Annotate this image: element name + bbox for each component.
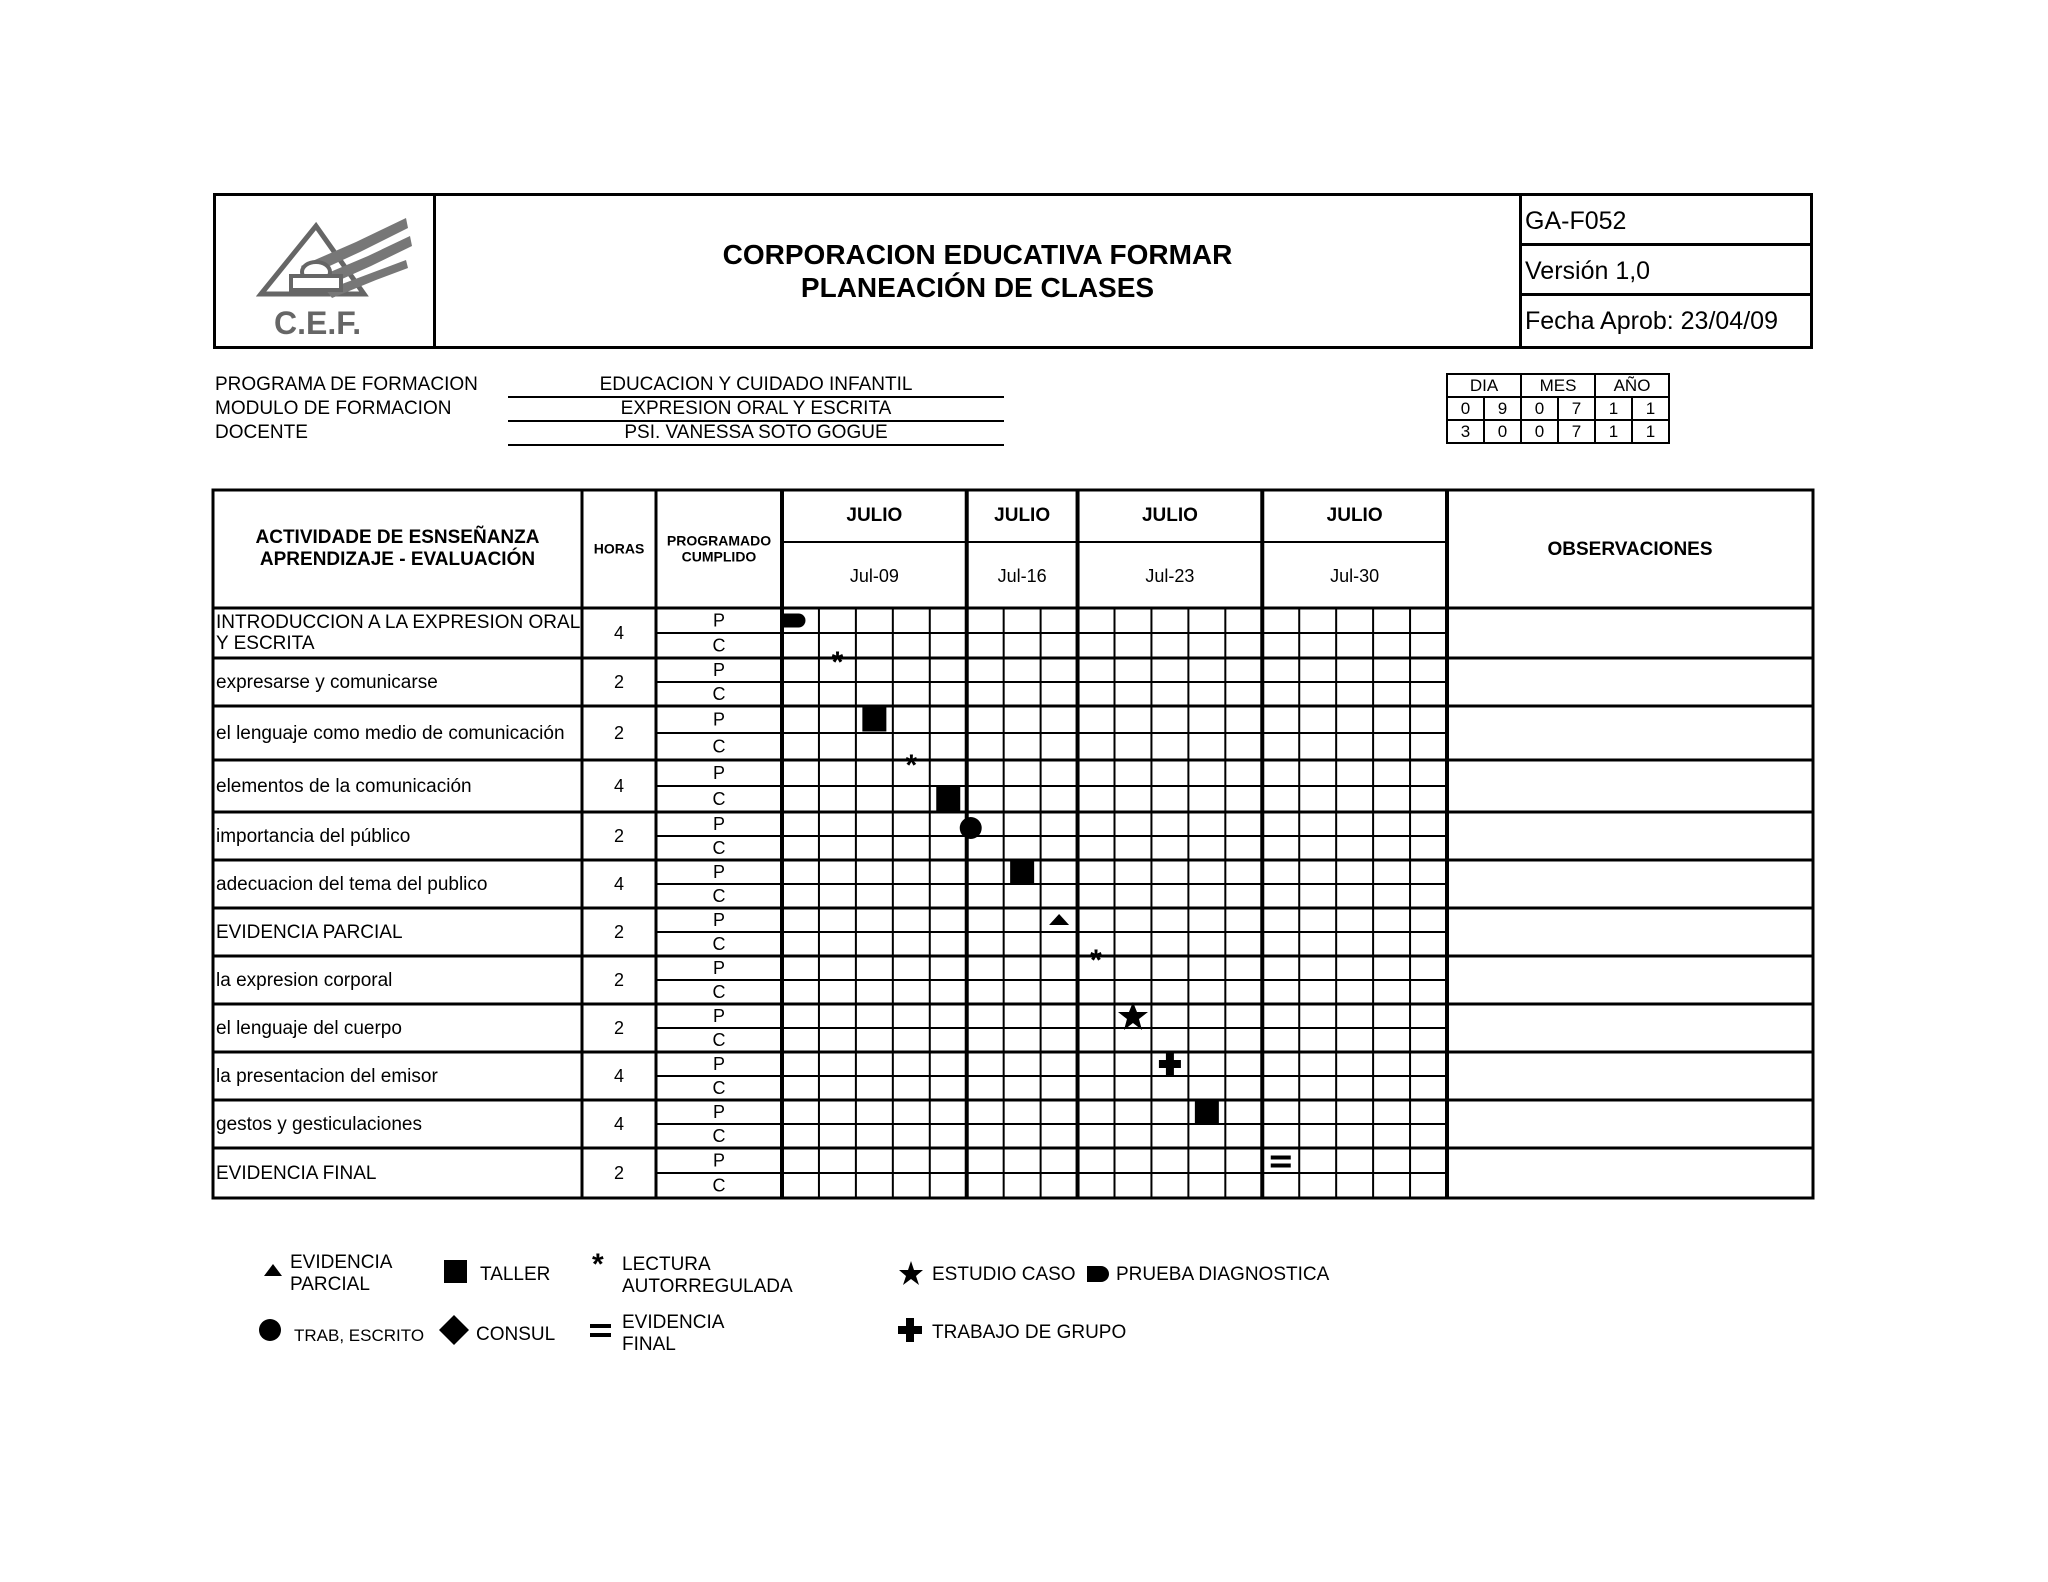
logo-text: C.E.F. [274,305,362,338]
p-label: P [712,861,726,882]
activity-text: expresarse y comunicarse [216,672,438,694]
legend-evid-parcial-1: EVIDENCIA [290,1252,393,1273]
date-cell: 7 [1558,420,1595,443]
c-label: C [712,981,726,1002]
activity-text: EVIDENCIA FINAL [216,1163,377,1185]
week-date: Jul-16 [997,565,1047,586]
mark-diagnostic-icon [782,614,805,628]
plus-icon [898,1318,922,1342]
legend-taller: TALLER [480,1264,551,1285]
hours-value: 2 [613,825,625,846]
hours-value: 2 [613,722,625,743]
date-cell: 3 [1447,420,1484,443]
mark-triangle-icon [1049,914,1069,925]
legend-trab: TRAB, ESCRITO [294,1326,425,1345]
activity-text: la expresion corporal [216,970,393,992]
legend-prueba: PRUEBA DIAGNOSTICA [1116,1264,1330,1285]
c-label: C [712,1029,726,1050]
date-cell: 0 [1447,397,1484,420]
hours-value: 2 [613,1017,625,1038]
p-label: P [712,1053,726,1074]
activity-text: gestos y gesticulaciones [216,1114,422,1136]
programa-value: EDUCACION Y CUIDADO INFANTIL [508,374,1004,398]
c-label: C [712,933,726,954]
c-label: C [712,635,726,656]
diagnostic-icon [1086,1265,1112,1283]
date-cell: 7 [1558,397,1595,420]
asterisk-icon: * [592,1248,604,1281]
c-label: C [712,736,726,757]
approval-date: Fecha Aprob: 23/04/09 [1525,307,1778,335]
date-cell: 1 [1632,397,1669,420]
col-header-observaciones: OBSERVACIONES [1547,539,1713,561]
programa-label: PROGRAMA DE FORMACION [215,374,478,395]
hours-value: 2 [613,671,625,692]
activity-text: EVIDENCIA PARCIAL [216,922,403,944]
p-label: P [712,1005,726,1026]
c-label: C [712,1077,726,1098]
docente-value: PSI. VANESSA SOTO GOGUE [508,422,1004,446]
legend-grupo: TRABAJO DE GRUPO [932,1322,1127,1343]
date-cell: 1 [1595,420,1632,443]
date-cell: 0 [1521,420,1558,443]
p-label: P [712,1150,726,1171]
mark-asterisk-icon: * [905,748,918,782]
c-label: C [712,885,726,906]
modulo-value: EXPRESION ORAL Y ESCRITA [508,398,1004,422]
hours-value: 4 [613,1065,625,1086]
date-cell: 9 [1484,397,1521,420]
document-subtitle: PLANEACIÓN DE CLASES [800,272,1155,303]
hours-value: 4 [613,1113,625,1134]
week-date: Jul-09 [849,565,899,586]
p-label: P [712,957,726,978]
date-cell: 0 [1521,397,1558,420]
col-header-activity: ACTIVIDADE DE ESNSEÑANZA [255,527,540,549]
mark-equals-icon [1271,1156,1291,1160]
p-label: P [712,813,726,834]
document-version: Versión 1,0 [1522,246,1810,296]
c-label: C [712,837,726,858]
col-header-hours: HORAS [593,540,645,557]
week-date: Jul-23 [1145,565,1195,586]
legend-evid-final-1: EVIDENCIA [622,1312,725,1333]
activity-text: la presentacion del emisor [216,1066,438,1088]
legend-consul: CONSUL [476,1324,556,1345]
mark-equals-icon [1271,1164,1291,1168]
activity-text: elementos de la comunicación [216,776,472,798]
hours-value: 2 [613,921,625,942]
col-header-status: PROGRAMADO [666,532,772,549]
square-icon [444,1260,468,1284]
week-month: JULIO [1141,505,1198,527]
mark-square-icon [936,787,960,811]
week-month: JULIO [846,505,903,527]
document-title: CORPORACION EDUCATIVA FORMAR [722,239,1233,270]
date-header-dia: DIA [1447,374,1521,397]
triangle-icon [262,1262,284,1278]
date-cell: 1 [1595,397,1632,420]
activity-text: INTRODUCCION A LA EXPRESION ORAL [216,612,581,634]
circle-icon [258,1318,282,1342]
p-label: P [712,709,726,730]
activity-text: el lenguaje como medio de comunicación [216,723,565,745]
c-label: C [712,683,726,704]
hours-value: 4 [613,622,625,643]
hours-value: 4 [613,775,625,796]
col-header-status-2: CUMPLIDO [681,548,757,565]
mark-plus-icon [1159,1060,1181,1068]
hours-value: 2 [613,969,625,990]
mark-star-icon [1118,1002,1148,1030]
mark-asterisk-icon: * [1090,943,1102,977]
docente-label: DOCENTE [215,422,308,443]
week-month: JULIO [994,505,1051,527]
c-label: C [712,788,726,809]
date-cell: 1 [1632,420,1669,443]
p-label: P [712,1101,726,1122]
mark-square-icon [1010,860,1034,884]
mark-square-icon [1195,1100,1219,1124]
legend-evid-parcial-2: PARCIAL [290,1274,370,1295]
activity-text: Y ESCRITA [216,633,315,655]
legend-estudio: ESTUDIO CASO [932,1264,1076,1285]
p-label: P [712,610,726,631]
p-label: P [712,762,726,783]
legend-evid-final-2: FINAL [622,1334,676,1355]
p-label: P [712,659,726,680]
document-code: GA-F052 [1522,196,1810,246]
hours-value: 2 [613,1162,625,1183]
hours-value: 4 [613,873,625,894]
legend-lectura-2: AUTORREGULADA [622,1276,793,1297]
week-month: JULIO [1326,505,1383,527]
star-icon [898,1260,924,1286]
col-header-activity-2: APRENDIZAJE - EVALUACIÓN [259,549,536,571]
table-border [213,490,1813,1198]
p-label: P [712,909,726,930]
activity-text: adecuacion del tema del publico [216,874,488,896]
date-header-ano: AÑO [1595,374,1669,397]
legend-lectura-1: LECTURA [622,1254,711,1275]
equals-icon [590,1322,612,1340]
diamond-icon [438,1314,470,1346]
activity-text: el lenguaje del cuerpo [216,1018,402,1040]
c-label: C [712,1125,726,1146]
mark-circle-icon [960,817,982,839]
mark-asterisk-icon: * [831,645,844,679]
modulo-label: MODULO DE FORMACION [215,398,452,419]
mark-square-icon [862,708,886,732]
week-date: Jul-30 [1330,565,1380,586]
date-header-mes: MES [1521,374,1595,397]
c-label: C [712,1175,726,1196]
activity-text: importancia del público [216,826,411,848]
date-cell: 0 [1484,420,1521,443]
